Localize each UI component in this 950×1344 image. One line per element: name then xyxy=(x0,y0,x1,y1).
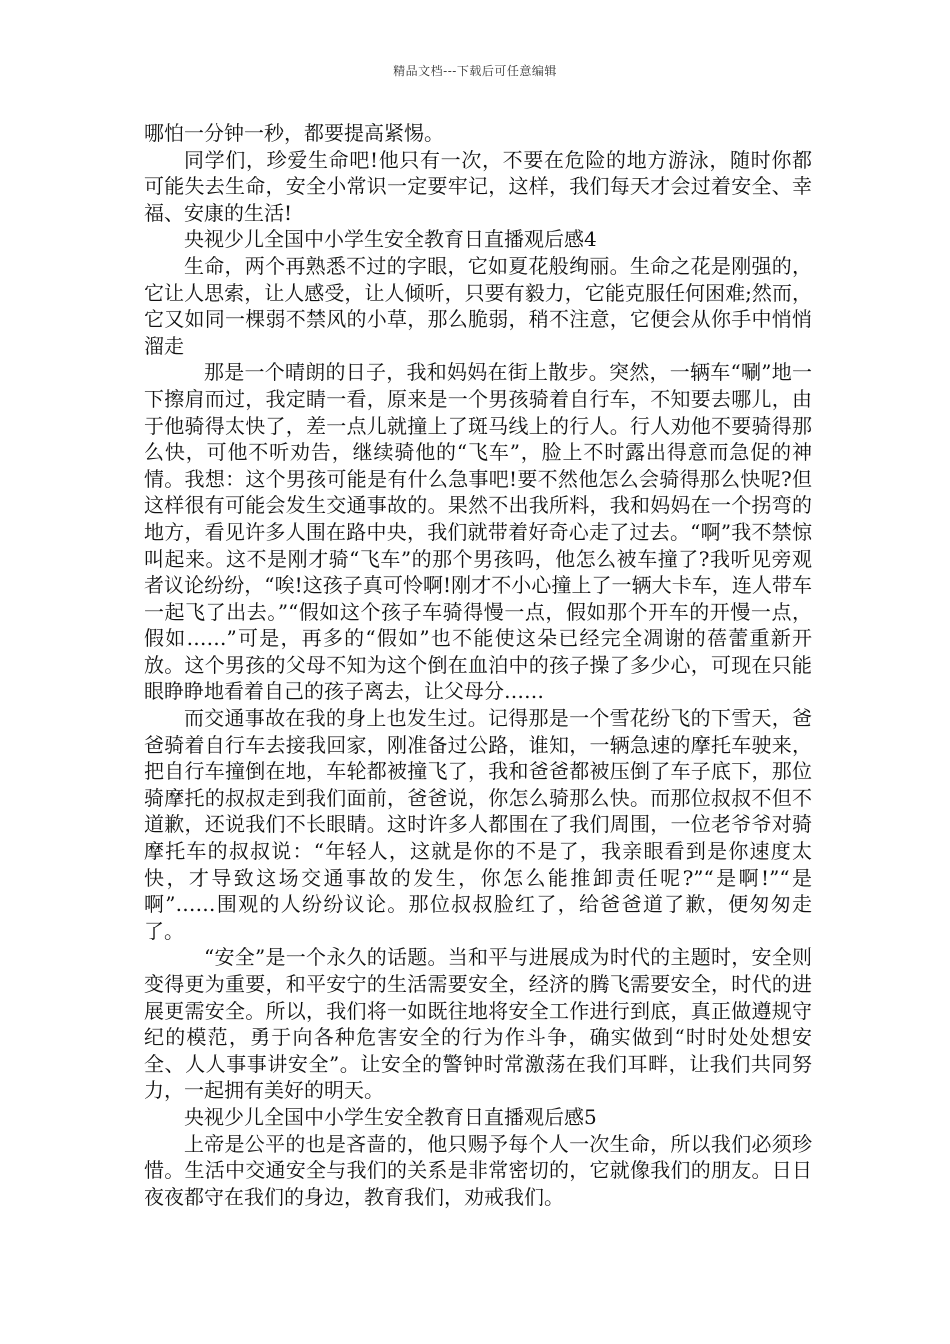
paragraph-cherish-life: 同学们，珍爱生命吧!他只有一次，不要在危险的地方游泳，随时你都可能失去生命，安全小常识一定要牢记，这样，我们每天才会过着安全、幸福、安康的生活! xyxy=(144,147,812,225)
page-header: 精品文档---下载后可任意编辑 xyxy=(393,64,557,78)
document-body xyxy=(144,120,812,1210)
section-heading-5: 央视少儿全国中小学生安全教育日直播观后感5 xyxy=(184,1104,597,1129)
paragraph-snow-accident: 而交通事故在我的身上也发生过。记得那是一个雪花纷飞的下雪天，爸爸骑着自行车去接我回家，刚准备过公路，谁知，一辆急速的摩托车驶来，把自行车撞倒在地，车轮都被撞飞了，我和爸爸都被压倒了车子底下，那位骑摩托的叔叔走到我们面前，爸爸说，你怎么骑那么快。而那位叔叔不但不道歉，还说我们不长眼睛。这时许多人都围在了我们周围，一位老爷爷对骑摩托车的叔叔说：“年轻人，这就是你的不是了，我亲眼看到是你速度太快，才导致这场交通事故的发生，你怎么能推卸责任呢?”“是啊!”“是啊”……围观的人纷纷议论。那位叔叔脸红了，给爸爸道了歉，便匆匆走了。 xyxy=(144,706,812,943)
paragraph-continuation: 哪怕一分钟一秒，都要提高紧惕。 xyxy=(144,121,444,145)
paragraph-bicycle-boy: 那是一个晴朗的日子，我和妈妈在街上散步。突然，一辆车“唰”地一下擦肩而过，我定睛一看，原来是一个男孩骑着自行车，不知要去哪儿，由于他骑得太快了，差一点儿就撞上了斑马线上的行人。行人劝他不要骑得那么快，可他不听劝告，继续骑他的“飞车”，脸上不时露出得意而急促的神情。我想：这个男孩可能是有什么急事吧!要不然他怎么会骑得那么快呢?但这样很有可能会发生交通事故的。果然不出我所料，我和妈妈在一个拐弯的地方，看见许多人围在路中央，我们就带着好奇心走了过去。“啊”我不禁惊叫起来。这不是刚才骑“飞车”的那个男孩吗，他怎么被车撞了?我听见旁观者议论纷纷，“唉!这孩子真可怜啊!刚才不小心撞上了一辆大卡车，连人带车一起飞了出去。”“假如这个孩子车骑得慢一点，假如那个开车的开慢一点，假如……”可是，再多的“假如”也不能使这朵已经完全凋谢的蓓蕾重新开放。这个男孩的父母不知为这个倒在血泊中的孩子操了多少心，可现在只能眼睁睁地看着自己的孩子离去，让父母分…… xyxy=(144,360,812,704)
section-heading-4: 央视少儿全国中小学生安全教育日直播观后感4 xyxy=(184,227,597,252)
paragraph-life-flower: 生命，两个再熟悉不过的字眼，它如夏花般绚丽。生命之花是刚强的，它让人思索，让人感受，让人倾听，只要有毅力，它能克服任何困难;然而，它又如同一棵弱不禁风的小草，那么脆弱，稍不注意，它便会从你手中悄悄溜走 xyxy=(144,253,812,358)
paragraph-god-fair: 上帝是公平的也是吝啬的，他只赐予每个人一次生命，所以我们必须珍惜。生活中交通安全与我们的关系是非常密切的，它就像我们的朋友。日日夜夜都守在我们的身边，教育我们，劝戒我们。 xyxy=(144,1131,812,1209)
paragraph-safety-topic: “安全”是一个永久的话题。当和平与进展成为时代的主题时，安全则变得更为重要，和平安宁的生活需要安全，经济的腾飞需要安全，时代的进展更需安全。所以，我们将一如既往地将安全工作进行到底，真正做遵规守纪的模范，勇于向各种危害安全的行为作斗争，确实做到“时时处处想安全、人人事事讲安全”。让安全的警钟时常激荡在我们耳畔，让我们共同努力，一起拥有美好的明天。 xyxy=(144,945,812,1103)
